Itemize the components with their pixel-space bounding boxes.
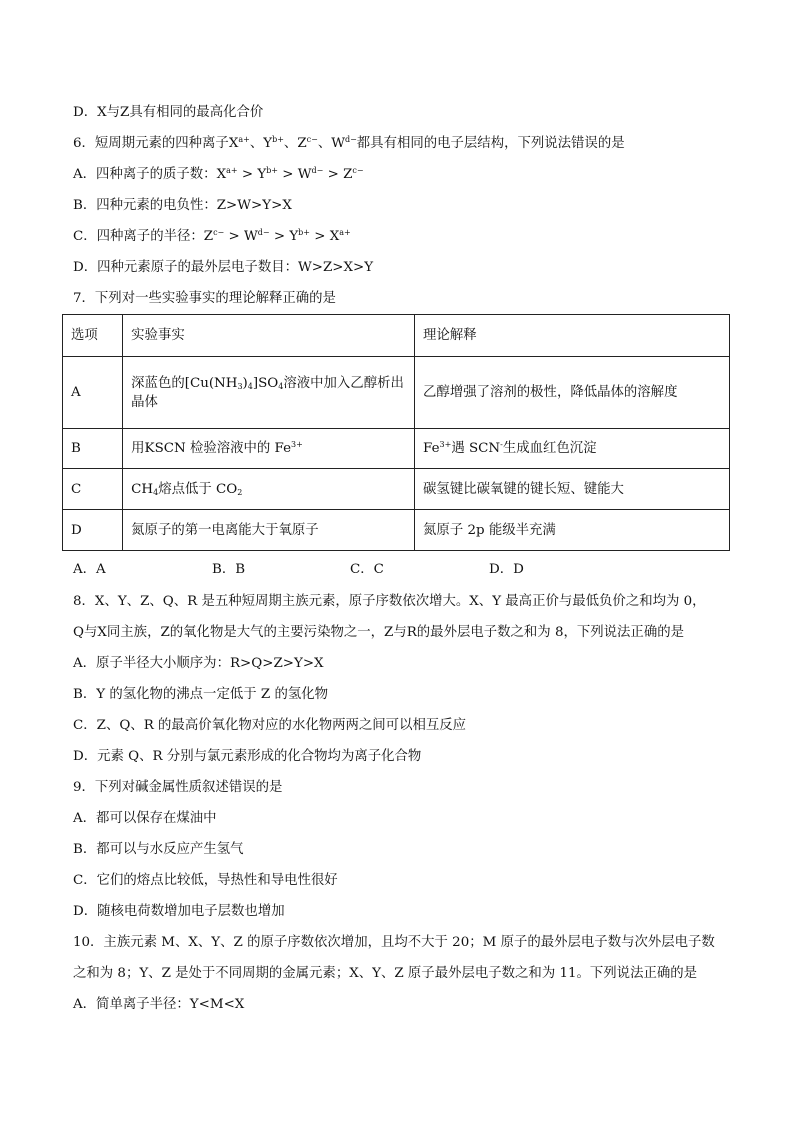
table-row	[63, 510, 730, 551]
table-cell-theory: 乙醇增强了溶剂的极性，降低晶体的溶解度	[415, 357, 730, 429]
table-cell-fact: 氮原子的第一电离能大于氧原子	[123, 510, 415, 551]
table-cell-option: A	[63, 357, 123, 429]
table-row	[63, 429, 730, 469]
question-7-option-b: B．B	[212, 562, 246, 577]
question-6-option-d: D．四种元素原子的最外层电子数目：W>Z>X>Y	[73, 260, 374, 275]
question-7-option-a: A．A	[73, 562, 106, 577]
table-cell-option: C	[63, 469, 123, 510]
table-cell-theory: 氮原子 2p 能级半充满	[415, 510, 730, 551]
question-7-stem: 7．下列对一些实验事实的理论解释正确的是	[73, 291, 336, 306]
question-10-option-a: A．简单离子半径：Y<M<X	[73, 997, 245, 1012]
question-9-option-d: D．随核电荷数增加电子层数也增加	[73, 904, 285, 919]
question-9-option-a: A．都可以保存在煤油中	[73, 811, 217, 826]
table-row	[63, 357, 730, 429]
question-6-option-a: A．四种离子的质子数：$X^{a+} > Y^{b+} > W^{d-} > Z^{c-}$	[73, 166, 364, 182]
table-cell-fact: 用KSCN 检验溶液中的 $Fe^{3+}$	[123, 429, 415, 469]
question-8-stem-line2: Q与X同主族，Z的氧化物是大气的主要污染物之一，Z与R的最外层电子数之和为 8，下列说法正确的是	[73, 625, 684, 640]
question-10-stem-line2: 之和为 8；Y、Z 是处于不同周期的金属元素；X、Y、Z 原子最外层电子数之和为 11。下列说法正确的是	[73, 966, 698, 981]
question-7-table	[62, 314, 730, 551]
table-header-option: 选项	[63, 315, 123, 357]
table-cell-theory: 碳氢键比碳氧键的键长短、键能大	[415, 469, 730, 510]
question-8-stem-line1: 8．X、Y、Z、Q、R 是五种短周期主族元素，原子序数依次增大。X、Y 最高正价与最低负价之和均为 0，	[73, 594, 706, 609]
question-7-option-d: D．D	[489, 562, 524, 577]
table-header-theory: 理论解释	[415, 315, 730, 357]
question-8-option-c: C．Z、Q、R 的最高价氧化物对应的水化物两两之间可以相互反应	[73, 718, 467, 733]
question-5-option-d: D．X与Z具有相同的最高化合价	[73, 105, 264, 120]
question-6-option-b: B．四种元素的电负性：Z>W>Y>X	[73, 198, 292, 213]
table-cell-option: D	[63, 510, 123, 551]
table-cell-fact: 深蓝色的$[Cu(NH_3)_4]SO_4$溶液中加入乙醇析出 晶体	[123, 357, 415, 429]
question-7-option-c: C．C	[350, 562, 384, 577]
table-header-fact: 实验事实	[123, 315, 415, 357]
table-header-row	[63, 315, 730, 357]
table-row	[63, 469, 730, 510]
table-cell-option: B	[63, 429, 123, 469]
question-6-stem: 6．短周期元素的四种离子$X^{a+}$、$Y^{b+}$、$Z^{c-}$、$W^{d-}$都具有相同的电子层结构，下列说法错误的是	[73, 135, 625, 151]
question-6-option-c: C．四种离子的半径：$Z^{c-} > W^{d-} > Y^{b+} > X^{a+}$	[73, 228, 351, 244]
question-9-option-b: B．都可以与水反应产生氢气	[73, 842, 244, 857]
table-cell-fact: $CH_4$熔点低于 $CO_2$	[123, 469, 415, 510]
question-9-option-c: C．它们的熔点比较低，导热性和导电性很好	[73, 873, 338, 888]
question-8-option-d: D．元素 Q、R 分别与氯元素形成的化合物均为离子化合物	[73, 749, 422, 764]
question-9-stem: 9．下列对碱金属性质叙述错误的是	[73, 780, 283, 795]
question-10-stem-line1: 10．主族元素 M、X、Y、Z 的原子序数依次增加，且均不大于 20；M 原子的最外层电子数与次外层电子数	[73, 935, 715, 950]
question-8-option-a: A．原子半径大小顺序为：R>Q>Z>Y>X	[73, 656, 324, 671]
question-8-option-b: B．Y 的氢化物的沸点一定低于 Z 的氢化物	[73, 687, 329, 702]
table-cell-theory: $Fe^{3+}$遇 SCN-生成血红色沉淀	[415, 429, 730, 469]
